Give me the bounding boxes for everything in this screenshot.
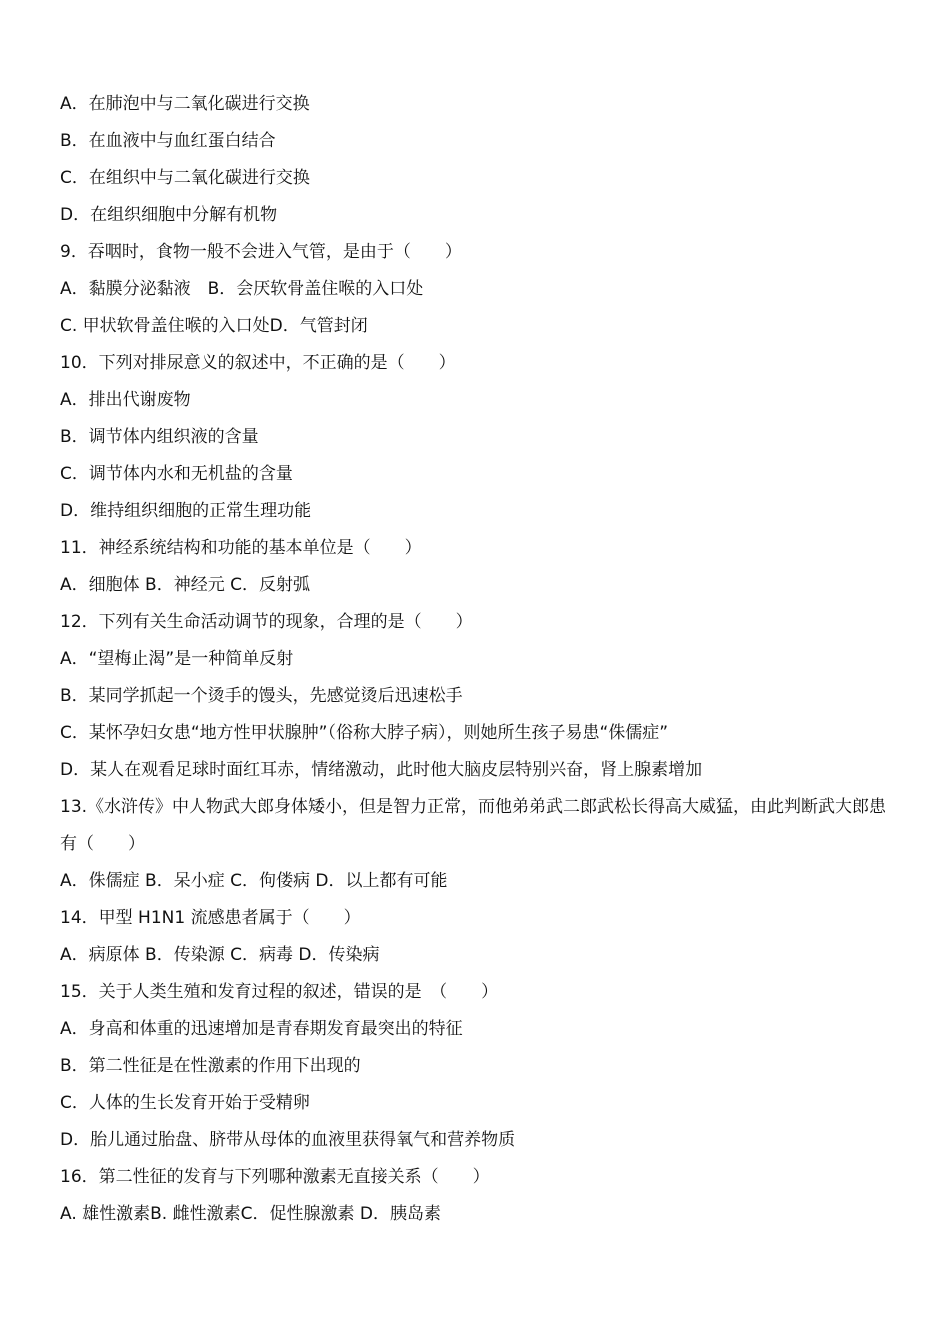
q12-option-b: B．某同学抓起一个烫手的馒头，先感觉烫后迅速松手: [60, 686, 463, 706]
q9-options-ab: A．黏膜分泌黏液 B．会厌软骨盖住喉的入口处: [60, 279, 424, 299]
question-text-block: [60, 86, 898, 1233]
q10-option-b: B．调节体内组织液的含量: [60, 427, 259, 447]
q13-options: A．侏儒症 B．呆小症 C．佝偻病 D．以上都有可能: [60, 871, 448, 891]
q12-option-c: C．某怀孕妇女患“地方性甲状腺肿”（俗称大脖子病），则她所生孩子易患“侏儒症”: [60, 723, 669, 743]
q10-option-d: D．维持组织细胞的正常生理功能: [60, 501, 312, 521]
q15-option-c: C．人体的生长发育开始于受精卵: [60, 1093, 310, 1113]
q15-option-a: A．身高和体重的迅速增加是青春期发育最突出的特征: [60, 1019, 463, 1039]
q10-stem: 10．下列对排尿意义的叙述中，不正确的是（ ）: [60, 353, 456, 373]
q8-option-a: A．在肺泡中与二氧化碳进行交换: [60, 94, 310, 114]
q11-options: A．细胞体 B．神经元 C．反射弧: [60, 575, 310, 595]
q12-option-d: D．某人在观看足球时面红耳赤，情绪激动，此时他大脑皮层特别兴奋，肾上腺素增加: [60, 760, 703, 780]
q8-option-b: B．在血液中与血红蛋白结合: [60, 131, 276, 151]
q12-option-a: A．“望梅止渴”是一种简单反射: [60, 649, 294, 669]
q9-options-cd: C. 甲状软骨盖住喉的入口处D．气管封闭: [60, 316, 368, 336]
q8-option-d: D．在组织细胞中分解有机物: [60, 205, 278, 225]
q15-option-d: D．胎儿通过胎盘、脐带从母体的血液里获得氧气和营养物质: [60, 1130, 516, 1150]
q10-option-a: A．排出代谢废物: [60, 390, 191, 410]
q10-option-c: C．调节体内水和无机盐的含量: [60, 464, 293, 484]
q9-stem: 9．吞咽时，食物一般不会进入气管，是由于（ ）: [60, 242, 462, 262]
q16-options: A. 雄性激素B. 雌性激素C．促性腺激素 D．胰岛素: [60, 1204, 441, 1224]
q13-stem: 13.《水浒传》中人物武大郎身体矮小，但是智力正常，而他弟弟武二郎武松长得高大威猛，由此判断武大郎患有（ ）: [60, 797, 887, 854]
q11-stem: 11．神经系统结构和功能的基本单位是（ ）: [60, 538, 422, 558]
q8-option-c: C．在组织中与二氧化碳进行交换: [60, 168, 310, 188]
q15-stem: 15．关于人类生殖和发育过程的叙述，错误的是 （ ）: [60, 982, 499, 1002]
q15-option-b: B．第二性征是在性激素的作用下出现的: [60, 1056, 361, 1076]
q14-options: A．病原体 B．传染源 C．病毒 D．传染病: [60, 945, 380, 965]
q16-stem: 16．第二性征的发育与下列哪种激素无直接关系（ ）: [60, 1167, 490, 1187]
q12-stem: 12．下列有关生命活动调节的现象，合理的是（ ）: [60, 612, 473, 632]
q14-stem: 14．甲型 H1N1 流感患者属于（ ）: [60, 908, 361, 928]
